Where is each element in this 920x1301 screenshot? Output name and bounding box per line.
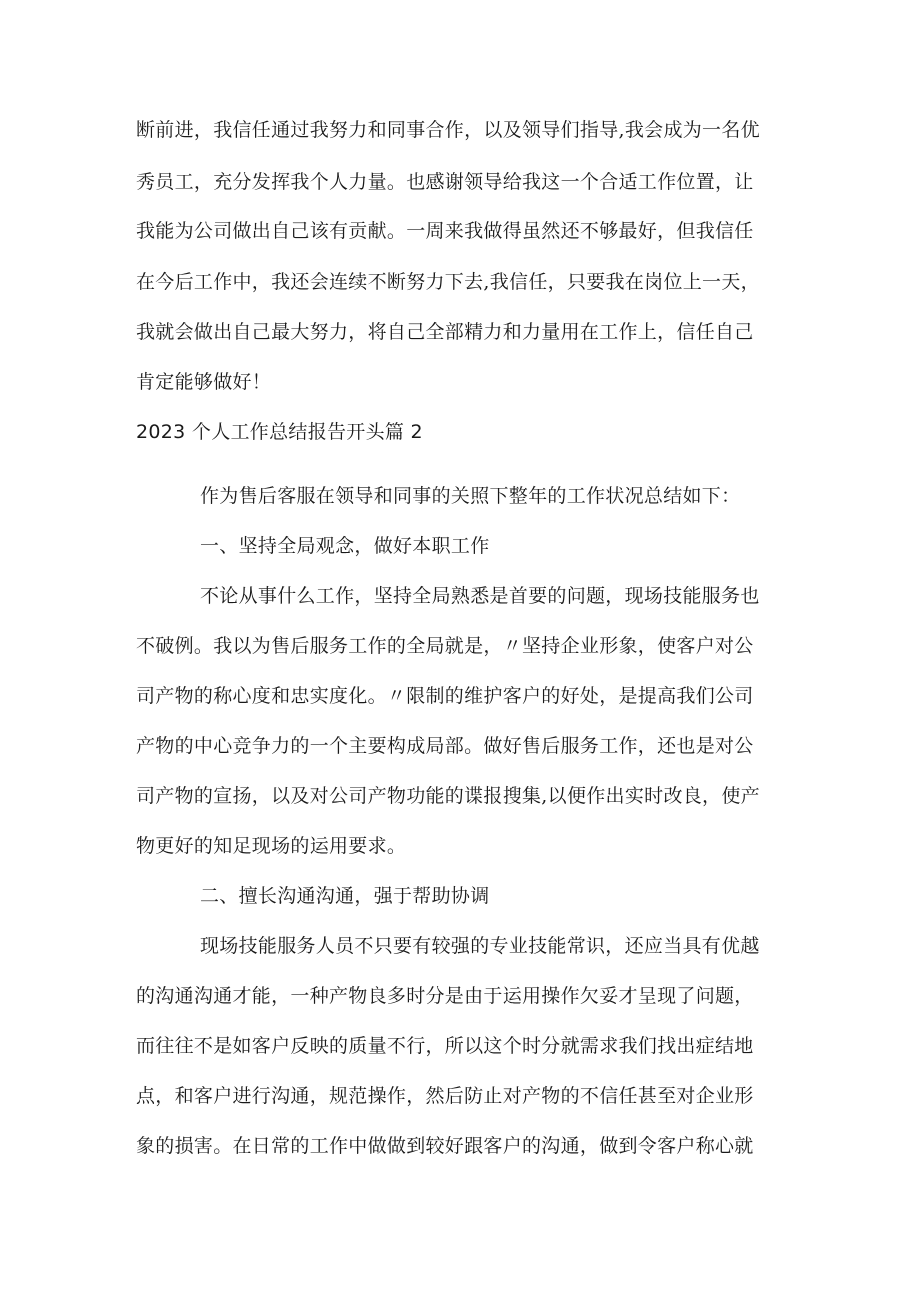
paragraph-line: 物更好的知足现场的运用要求。 <box>136 835 407 857</box>
paragraph-line: 在今后工作中，我还会连续不断努力下去,我信任，只要我在岗位上一天， <box>136 271 760 293</box>
paragraph-line: 的沟通沟通才能，一种产物良多时分是由于运用操作欠妥才呈现了问题， <box>136 985 754 1007</box>
heading-1: 一、坚持全局观念，做好本职工作 <box>200 535 490 557</box>
paragraph-line: 现场技能服务人员不只要有较强的专业技能常识，还应当具有优越 <box>200 935 760 957</box>
paragraph-line: 肯定能够做好！ <box>136 371 272 393</box>
paragraph-line: 点，和客户进行沟通，规范操作，然后防止对产物的不信任甚至对企业形 <box>136 1085 754 1107</box>
paragraph-line: 秀员工，充分发挥我个人力量。也感谢领导给我这一个合适工作位置，让 <box>136 171 754 193</box>
paragraph-line: 我就会做出自己最大努力，将自己全部精力和力量用在工作上，信任自己 <box>136 321 754 343</box>
paragraph-line: 司产物的称心度和忠实度化。〃限制的维护客户的好处，是提高我们公司 <box>136 685 754 707</box>
heading-2: 二、擅长沟通沟通，强于帮助协调 <box>200 885 490 907</box>
paragraph-line: 不论从事什么工作，坚持全局熟悉是首要的问题，现场技能服务也 <box>200 585 760 607</box>
paragraph-line: 司产物的宣扬，以及对公司产物功能的谍报搜集,以便作出实时改良，使产 <box>136 785 760 807</box>
intro-line: 作为售后客服在领导和同事的关照下整年的工作状况总结如下： <box>200 485 741 507</box>
section-title: 2023 个人工作总结报告开头篇 2 <box>136 421 423 443</box>
paragraph-line: 断前进，我信任通过我努力和同事合作，以及领导们指导,我会成为一名优 <box>136 119 760 141</box>
paragraph-line: 象的损害。在日常的工作中做做到较好跟客户的沟通，做到令客户称心就 <box>136 1135 754 1157</box>
paragraph-line: 我能为公司做出自己该有贡献。一周来我做得虽然还不够最好，但我信任 <box>136 220 754 242</box>
paragraph-line: 产物的中心竞争力的一个主要构成局部。做好售后服务工作，还也是对公 <box>136 735 754 757</box>
paragraph-line: 而往往不是如客户反映的质量不行，所以这个时分就需求我们找出症结地 <box>136 1035 754 1057</box>
paragraph-line: 不破例。我以为售后服务工作的全局就是，〃坚持企业形象，使客户对公 <box>136 635 754 657</box>
